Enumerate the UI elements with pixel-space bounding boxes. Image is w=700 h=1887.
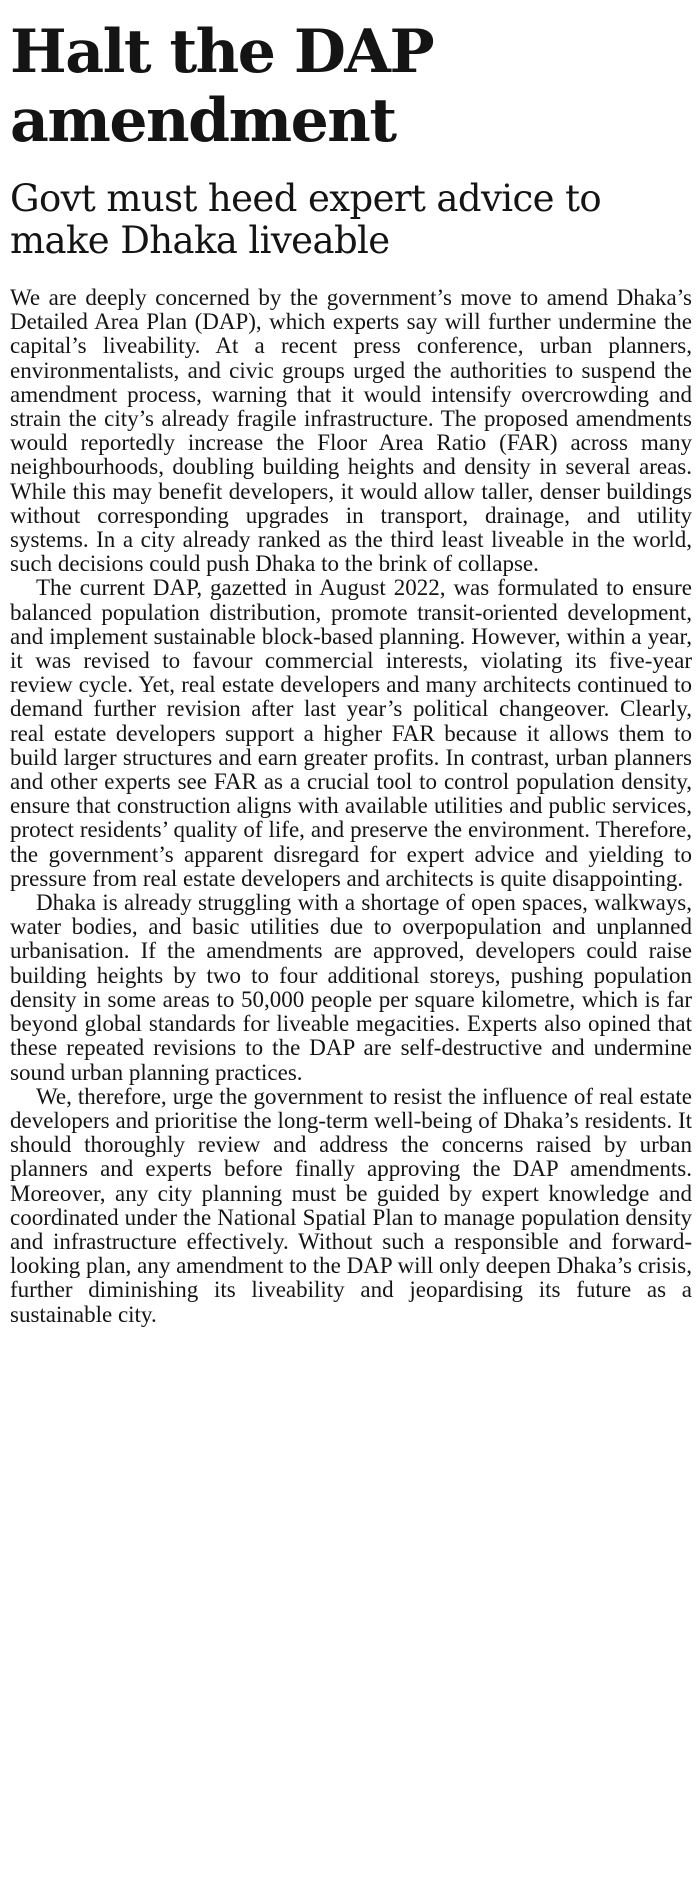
paragraph-4: We, therefore, urge the government to resist the influence of real estate developers and prioritise the long-term well-being of Dhaka’s residents. It should thoroughly review and address the concerns raised by urban planners and experts before finally approving the DAP amendments. Moreover, any city planning must be guided by expert knowledge and coordinated under the National Spatial Plan to manage population density and infrastructure effectively. Without such a responsible and forward-looking plan, any amendment to the DAP will only deepen Dhaka’s crisis, further diminishing its liveability and jeopardising its future as a sustainable city. [10, 1083, 692, 1327]
paragraph-2: The current DAP, gazetted in August 2022, was formulated to ensure balanced population distribution, promote transit-oriented development, and implement sustainable block-based planning. However, within a year, it was revised to favour commercial interests, violating its five-year review cycle. Yet, real estate developers and many architects continued to demand further revision after last year’s political changeover. Clearly, real estate developers support a higher FAR because it allows them to build larger structures and earn greater profits. In contrast, urban planners and other experts see FAR as a crucial tool to control population density, ensure that construction aligns with available utilities and public services, protect residents’ quality of life, and preserve the environment. Therefore, the government’s apparent disregard for expert advice and yielding to pressure from real estate developers and architects is quite disappointing. [10, 575, 692, 891]
headline: Halt the DAP amendment [10, 17, 434, 156]
paragraph-3: Dhaka is already struggling with a shortage of open spaces, walkways, water bodies, and basic utilities due to overpopulation and unplanned urbanisation. If the amendments are approved, developers could raise building heights by two to four additional storeys, pushing population density in some areas to 50,000 people per square kilometre, which is far beyond global standards for liveable megacities. Experts also opined that these repeated revisions to the DAP are self-destructive and undermine sound urban planning practices. [10, 890, 692, 1085]
subheadline: Govt must heed expert advice to make Dhaka liveable [10, 177, 602, 262]
article-body [10, 286, 692, 1327]
paragraph-1: We are deeply concerned by the government’s move to amend Dhaka’s Detailed Area Plan (DAP), which experts say will further undermine the capital’s liveability. At a recent press conference, urban planners, environmentalists, and civic groups urged the authorities to suspend the amendment process, warning that it would intensify overcrowding and strain the city’s already fragile infrastructure. The proposed amendments would reportedly increase the Floor Area Ratio (FAR) across many neighbourhoods, doubling building heights and density in several areas. While this may benefit developers, it would allow taller, denser buildings without corresponding upgrades in transport, drainage, and utility systems. In a city already ranked as the third least liveable in the world, such decisions could push Dhaka to the brink of collapse. [10, 285, 692, 577]
